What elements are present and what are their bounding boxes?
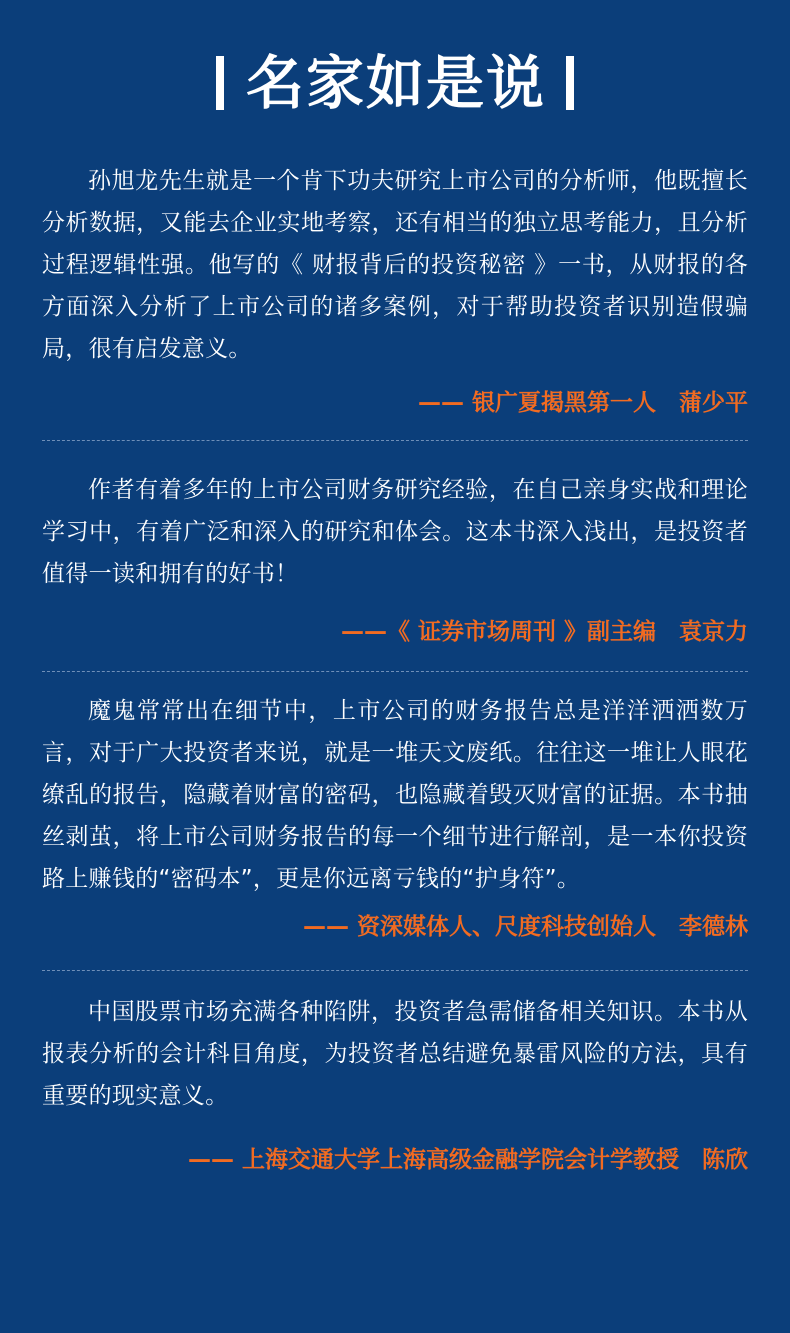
quote-text: 作者有着多年的上市公司财务研究经验，在自己亲身实战和理论学习中，有着广泛和深入的研究和体会。这本书深入浅出，是投资者值得一读和拥有的好书！	[42, 477, 748, 587]
title-left-bar	[216, 56, 224, 110]
quote-attribution: —— 银广夏揭黑第一人 蒲少平	[417, 390, 748, 416]
quotes-section	[42, 160, 748, 1181]
quote-block	[42, 991, 748, 1181]
quote-text: 孙旭龙先生就是一个肯下功夫研究上市公司的分析师，他既擅长分析数据，又能去企业实地考察，还有相当的独立思考能力，且分析过程逻辑性强。他写的《 财报背后的投资秘密 》一书，从财报的各方面深入分析了上市公司的诸多案例，对于帮助投资者识别造假骗局，很有启发意义。	[42, 168, 748, 362]
quote-block	[42, 160, 748, 424]
quote-text: 魔鬼常常出在细节中，上市公司的财务报告总是洋洋洒洒数万言，对于广大投资者来说，就是一堆天文废纸。往往这一堆让人眼花缭乱的报告，隐藏着财富的密码，也隐藏着毁灭财富的证据。本书抽丝剥茧，将上市公司财务报告的每一个细节进行解剖，是一本你投资路上赚钱的“密码本”，更是你远离亏钱的“护身符”。	[42, 698, 748, 892]
divider	[42, 671, 748, 672]
quote-attribution: ——《 证券市场周刊 》副主编 袁京力	[340, 619, 748, 645]
divider	[42, 440, 748, 441]
page-title: 名家如是说	[245, 49, 546, 117]
divider	[42, 970, 748, 971]
quote-attribution: —— 上海交通大学上海高级金融学院会计学教授 陈欣	[187, 1147, 748, 1173]
quote-attribution: —— 资深媒体人、尺度科技创始人 李德林	[302, 914, 748, 940]
quote-text: 中国股票市场充满各种陷阱，投资者急需储备相关知识。本书从报表分析的会计科目角度，为投资者总结避免暴雷风险的方法，具有重要的现实意义。	[42, 999, 748, 1109]
quote-block	[42, 469, 748, 653]
quote-block	[42, 690, 748, 948]
page-header	[0, 48, 790, 118]
title-right-bar	[566, 56, 574, 110]
